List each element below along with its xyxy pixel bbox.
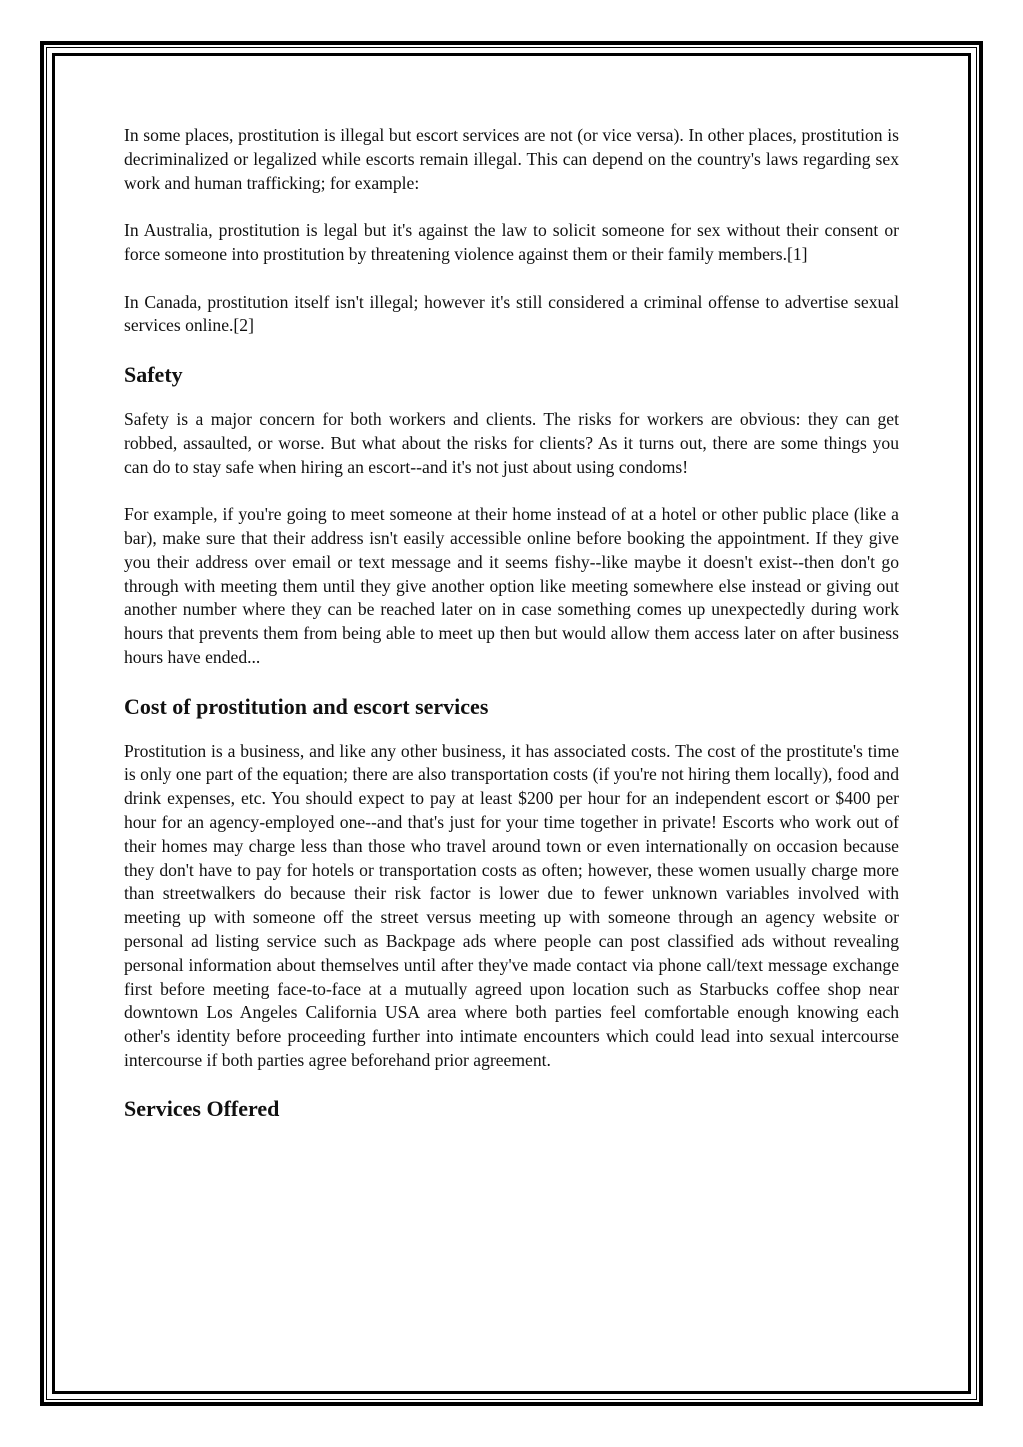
intro-paragraph-1: In some places, prostitution is illegal but escort services are not (or vice versa). In other places, prostitution is decriminalized or legalized while escorts remain illegal. This can depend on the country's laws regarding sex work and human trafficking; for example: [124,125,899,193]
cost-paragraph-1: Prostitution is a business, and like any other business, it has associated costs. The cost of the prostitute's time is only one part of the equation; there are also transportation costs (if you're not hiring them locally), food and drink expenses, etc. You should expect to pay at least $200 per hour for an independent escort or $400 per hour for an agency-employed one--and that's just for your time together in private! Escorts who work out of their homes may charge less than those who travel around town or even internationally on occasion because they don't have to pay for hotels or transportation costs as often; however, these women usually charge more than streetwalkers do because their risk factor is lower due to fewer unknown variables involved with meeting up with someone off the street versus meeting up with someone through an agency website or personal ad listing service such as Backpage ads where people can post classified ads without revealing personal information about themselves until after they've made contact via phone call/text message exchange first before meeting face-to-face at a mutually agreed upon location such as Starbucks coffee shop near downtown Los Angeles California USA area where both parties feel comfortable enough knowing each other's identity before proceeding further into intimate encounters which could lead into sexual intercourse intercourse if both parties agree beforehand prior agreement. [124,740,899,1070]
intro-paragraph-canada: In Canada, prostitution itself isn't illegal; however it's still considered a criminal offense to advertise sexual services online.[2] [124,291,899,336]
section-heading-safety: Safety [124,361,183,387]
intro-paragraph-australia: In Australia, prostitution is legal but it's against the law to solicit someone for sex without their consent or force someone into prostitution by threatening violence against them or their family members.[1] [124,220,899,264]
safety-paragraph-2: For example, if you're going to meet someone at their home instead of at a hotel or other public place (like a bar), make sure that their address isn't easily accessible online before booking the appointment. If they give you their address over email or text message and it seems fishy--like maybe it doesn't exist--then don't go through with meeting them until they give another option like meeting somewhere else instead or giving out another number where they can be reached later on in case something comes up unexpectedly during work hours that prevents them from being able to meet up then but would allow them access later on after business hours have ended... [124,504,899,667]
section-heading-cost: Cost of prostitution and escort services [124,693,489,719]
document-body [124,124,899,1142]
section-heading-services-offered: Services Offered [124,1096,280,1122]
safety-paragraph-1: Safety is a major concern for both workers and clients. The risks for workers are obvious: they can get robbed, assaulted, or worse. But what about the risks for clients? As it turns out, there are some things you can do to stay safe when hiring an escort--and it's not just about using condoms! [124,408,899,477]
